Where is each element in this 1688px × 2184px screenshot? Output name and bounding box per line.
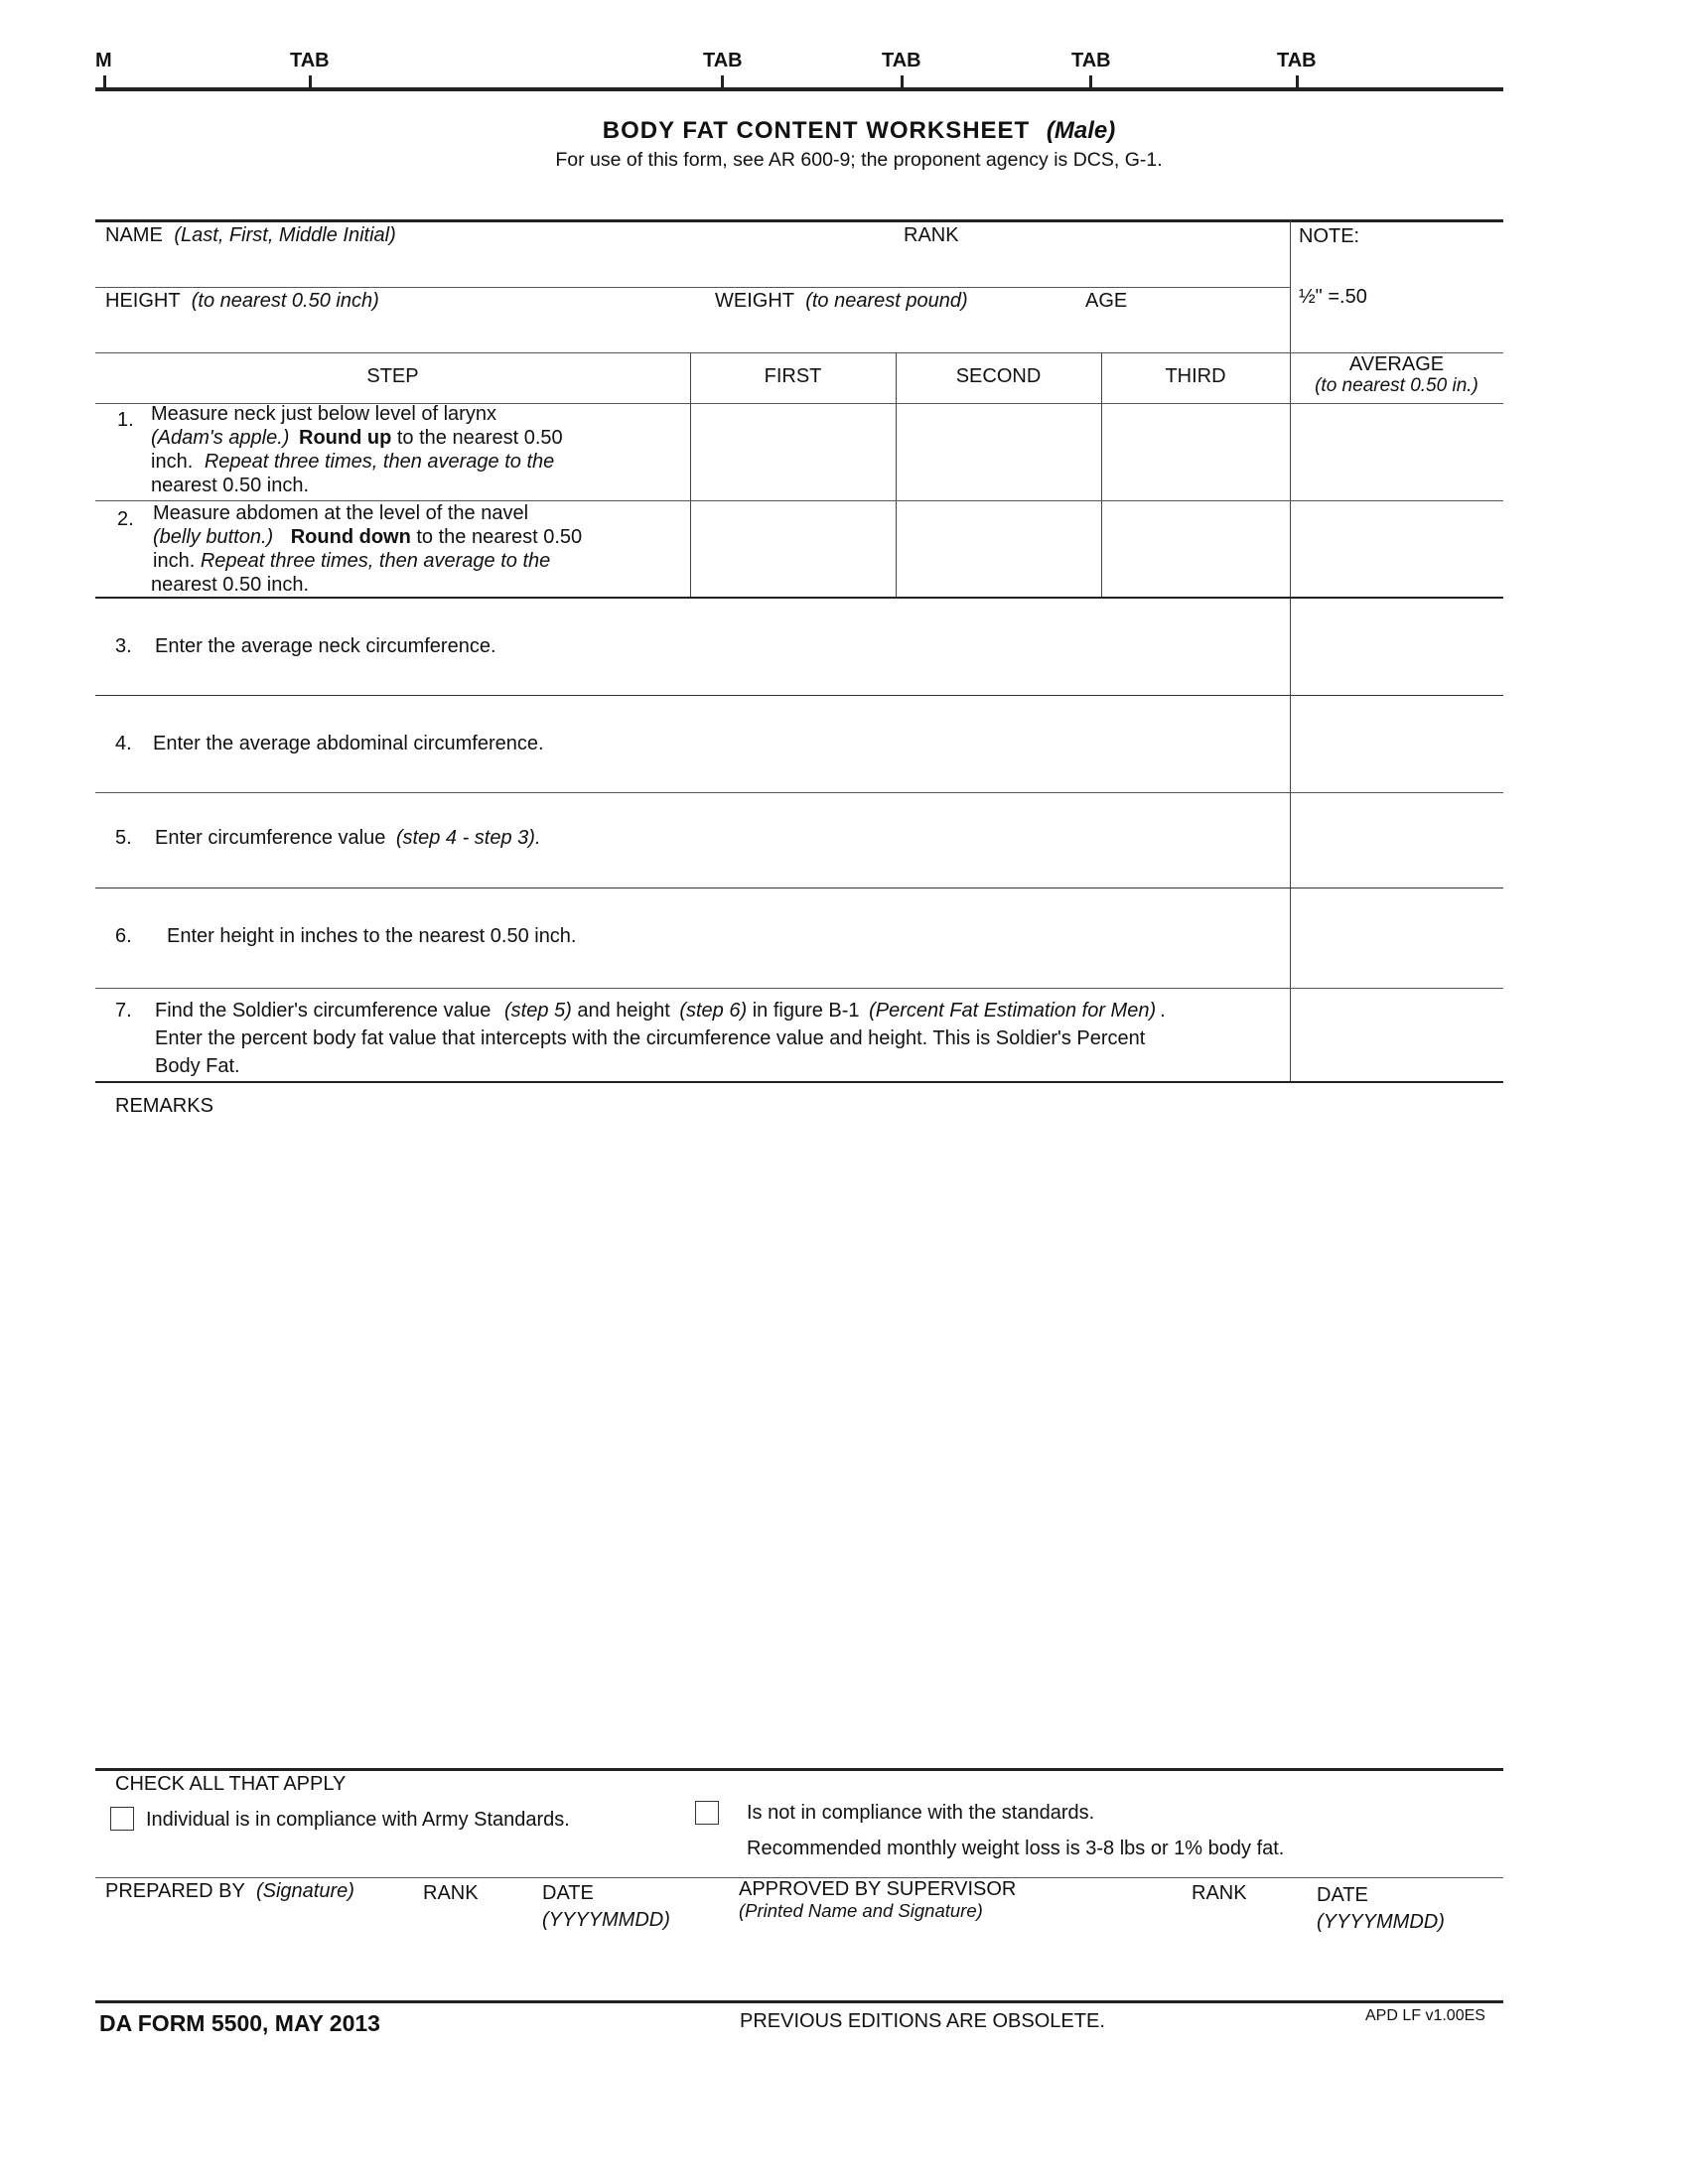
approved-rank-label: RANK: [1192, 1882, 1247, 1904]
form-title-text: BODY FAT CONTENT WORKSHEET: [602, 117, 1031, 144]
approved-date-input[interactable]: [1313, 1879, 1501, 1998]
approved-by-label: APPROVED BY SUPERVISOR: [739, 1878, 1017, 1900]
prepared-by-label: PREPARED BY: [105, 1880, 245, 1902]
col-header-average-hint: (to nearest 0.50 in.): [1315, 375, 1478, 396]
step7-value-input[interactable]: [1292, 991, 1501, 1080]
step2-line3-italic: Repeat three times, then average to the: [200, 550, 551, 572]
footer-rule: [95, 2000, 1503, 2003]
step1-line1: Measure neck just below level of larynx: [151, 403, 496, 425]
col-header-second: SECOND: [955, 365, 1042, 387]
rank-label: RANK: [904, 224, 959, 246]
prepared-date-hint: (YYYYMMDD): [542, 1909, 670, 1931]
step2-line2-bold: Round down: [290, 526, 411, 548]
table-bottom-rule: [95, 1081, 1503, 1083]
form-title: [0, 117, 1688, 145]
height-input[interactable]: [99, 288, 705, 351]
prepared-date-input[interactable]: [540, 1879, 735, 1998]
step3-value-input[interactable]: [1292, 600, 1501, 694]
name-input[interactable]: [99, 220, 894, 286]
step1-average-input[interactable]: [1292, 405, 1501, 499]
step2-third-input[interactable]: [1103, 502, 1288, 596]
step1-text: [151, 402, 563, 497]
step2-line3-plain: inch.: [153, 550, 196, 572]
approved-by-signature-input[interactable]: [737, 1879, 1184, 1998]
form-title-qualifier: (Male): [1046, 117, 1116, 144]
step5-text: Enter circumference value: [155, 827, 386, 849]
step5-number: 5.: [115, 827, 132, 849]
step6-text: Enter height in inches to the nearest 0.50 inch.: [167, 925, 577, 947]
step2-line4: nearest 0.50 inch.: [151, 574, 309, 596]
step2-line2-rest: to the nearest 0.50: [416, 526, 583, 548]
tab-marker-2: TAB: [703, 50, 743, 71]
tab-marker-5: TAB: [1277, 50, 1317, 71]
step1-first-input[interactable]: [692, 405, 894, 499]
height-hint: (to nearest 0.50 inch): [191, 290, 379, 312]
prepared-rank-input[interactable]: [421, 1879, 536, 1998]
step1-line2-italic: (Adam's apple.): [151, 427, 290, 449]
step1-line3-italic: Repeat three times, then average to the: [204, 451, 555, 473]
step1-line4: nearest 0.50 inch.: [151, 475, 309, 496]
step2-line1: Measure abdomen at the level of the navel: [153, 502, 529, 524]
approved-by-hint: (Printed Name and Signature): [739, 1900, 983, 1921]
section-rule: [95, 1768, 1503, 1771]
form-number: DA FORM 5500, MAY 2013: [99, 2010, 380, 2036]
prepared-rank-label: RANK: [423, 1882, 479, 1904]
non-compliance-text: Is not in compliance with the standards.: [747, 1802, 1095, 1824]
step2-line2-italic: (belly button.): [153, 526, 274, 548]
col-header-third: THIRD: [1165, 365, 1226, 387]
non-compliance-checkbox[interactable]: [695, 1801, 719, 1825]
step3-text: Enter the average neck circumference.: [155, 635, 496, 657]
step7-b: and height: [577, 1000, 670, 1022]
tab-marker-1: TAB: [290, 50, 330, 71]
step6-value-input[interactable]: [1292, 890, 1501, 987]
step1-second-input[interactable]: [898, 405, 1099, 499]
compliance-checkbox[interactable]: [110, 1807, 134, 1831]
step2-average-input[interactable]: [1292, 502, 1501, 596]
step7-a: Find the Soldier's circumference value: [155, 1000, 492, 1022]
step1-line2-rest: to the nearest 0.50: [396, 427, 563, 449]
step7-b-italic: (step 6): [679, 1000, 748, 1022]
obsolete-notice: PREVIOUS EDITIONS ARE OBSOLETE.: [740, 2010, 1105, 2032]
weight-loss-recommendation: Recommended monthly weight loss is 3-8 lbs or 1% body fat.: [747, 1838, 1285, 1859]
age-label: AGE: [1085, 290, 1128, 312]
prepared-by-hint: (Signature): [255, 1880, 354, 1902]
step3-number: 3.: [115, 635, 132, 657]
step4-value-input[interactable]: [1292, 698, 1501, 791]
row-divider: [95, 792, 1503, 793]
name-label: NAME: [105, 224, 163, 246]
row-divider: [95, 988, 1503, 989]
step1-number: 1.: [117, 409, 134, 431]
rank-input[interactable]: [899, 220, 1286, 286]
prepared-date-label: DATE: [542, 1882, 594, 1904]
step7-number: 7.: [115, 1000, 132, 1022]
weight-input[interactable]: [710, 288, 1077, 351]
col-header-average: AVERAGE: [1348, 353, 1445, 375]
tab-ruler-line: [95, 87, 1503, 91]
row-divider: [95, 695, 1503, 696]
step7-a-italic: (step 5): [503, 1000, 572, 1022]
step7-line3: Body Fat.: [155, 1055, 240, 1077]
step2-first-input[interactable]: [692, 502, 894, 596]
note-label: NOTE:: [1299, 225, 1360, 247]
remarks-textarea[interactable]: [99, 1122, 1499, 1765]
remarks-label: REMARKS: [115, 1095, 213, 1117]
approved-date-label: DATE: [1317, 1884, 1368, 1906]
weight-hint: (to nearest pound): [805, 290, 968, 312]
margin-marker: M: [95, 50, 112, 71]
height-label: HEIGHT: [105, 290, 181, 312]
step7-c: in figure B-1: [752, 1000, 860, 1022]
step4-text: Enter the average abdominal circumference.: [153, 733, 544, 754]
prepared-by-signature-input[interactable]: [99, 1879, 417, 1998]
tab-marker-3: TAB: [882, 50, 921, 71]
approved-rank-input[interactable]: [1188, 1879, 1307, 1998]
step4-number: 4.: [115, 733, 132, 754]
step1-line3-plain: inch.: [151, 451, 194, 473]
tab-marker-4: TAB: [1071, 50, 1111, 71]
compliance-text: Individual is in compliance with Army Standards.: [146, 1809, 570, 1831]
step1-third-input[interactable]: [1103, 405, 1288, 499]
age-input[interactable]: [1082, 288, 1286, 351]
step7-c-italic: (Percent Fat Estimation for Men): [869, 1000, 1157, 1022]
name-hint: (Last, First, Middle Initial): [174, 224, 396, 246]
step7-line2: Enter the percent body fat value that intercepts with the circumference value and height. This is Soldier's Percent: [155, 1027, 1146, 1049]
row-divider: [95, 597, 1503, 599]
weight-label: WEIGHT: [715, 290, 794, 312]
step2-second-input[interactable]: [898, 502, 1099, 596]
step2-number: 2.: [117, 508, 134, 530]
step7-d: .: [1160, 1000, 1166, 1022]
step5-hint: (step 4 - step 3).: [395, 827, 541, 849]
row-divider: [95, 887, 1503, 888]
step1-line2-bold: Round up: [299, 427, 392, 449]
step5-text-wrap: [155, 827, 541, 850]
form-subtitle: For use of this form, see AR 600-9; the proponent agency is DCS, G-1.: [555, 149, 1163, 171]
approved-date-hint: (YYYYMMDD): [1317, 1911, 1445, 1933]
step5-value-input[interactable]: [1292, 794, 1501, 887]
step6-number: 6.: [115, 925, 132, 947]
step7-line1: [155, 1000, 1166, 1023]
form-version: APD LF v1.00ES: [1365, 2007, 1485, 2024]
note-value: ½" =.50: [1299, 286, 1367, 308]
col-header-step: STEP: [366, 365, 419, 387]
col-header-first: FIRST: [764, 365, 822, 387]
step2-text: [153, 501, 582, 597]
check-label: CHECK ALL THAT APPLY: [115, 1773, 347, 1795]
